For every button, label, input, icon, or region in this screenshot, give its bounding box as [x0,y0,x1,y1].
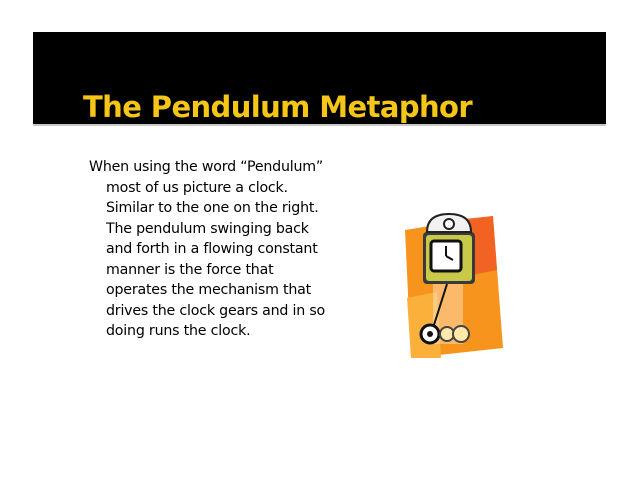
body-paragraph: When using the word “Pendulum” most of us picture a clock. Similar to the one on the right. The pendulum swinging back and forth in a flowing constant manner is the force that operates the mechanism that drives the clock gears and in so doing runs the clock. [89,159,326,339]
slide-title: The Pendulum Metaphor [83,90,473,124]
pendulum-clock-icon [397,208,509,360]
title-divider [33,124,606,126]
